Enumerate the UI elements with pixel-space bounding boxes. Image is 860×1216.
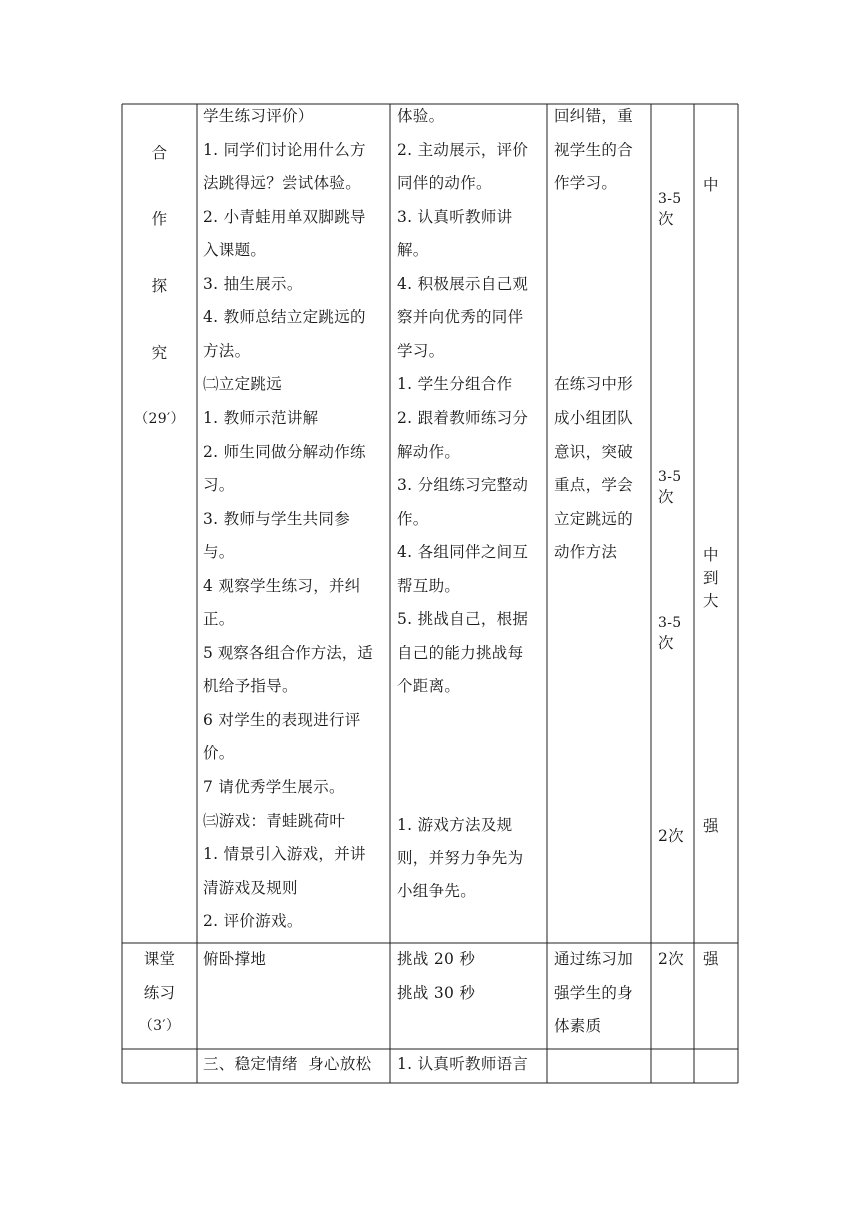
text-line: 同伴的动作。 — [397, 174, 492, 192]
text-line: 1. 教师示范讲解 — [203, 409, 319, 427]
practice-student: 挑战 20 秒 — [397, 950, 476, 968]
text-line: 方法。 — [203, 342, 251, 360]
text-line: 6 对学生的表现进行评 — [203, 711, 361, 729]
section-duration: （29′） — [134, 411, 185, 427]
text-line: 机给予指导。 — [203, 677, 298, 695]
text-line: 意识，突破 — [554, 443, 634, 461]
section-title-char: 合 — [151, 144, 168, 162]
text-line: 4. 各组同伴之间互 — [397, 543, 529, 561]
intensity-value: 强 — [703, 817, 719, 835]
relax-content: 三、稳定情绪 身心放松 — [203, 1055, 372, 1073]
text-line: 在练习中形 — [554, 375, 634, 393]
count-unit: 次 — [658, 634, 674, 652]
practice-duration: （3′） — [138, 1018, 181, 1034]
text-line: 2. 评价游戏。 — [203, 912, 303, 930]
section-title-char: 作 — [151, 210, 168, 228]
text-line: 与。 — [203, 543, 235, 561]
text-line: 5 观察各组合作方法，适 — [203, 644, 373, 662]
text-line: 2. 小青蛙用单双脚跳导 — [203, 208, 366, 226]
text-line: 自己的能力挑战每 — [397, 644, 524, 662]
count-value: 3-5 — [658, 191, 682, 207]
intensity-value: 中 — [703, 546, 719, 564]
count-value: 2次 — [658, 827, 684, 845]
text-line: 价。 — [203, 744, 235, 762]
text-line: 成小组团队 — [554, 409, 634, 427]
count-unit: 次 — [658, 210, 674, 228]
text-line: 5. 挑战自己，根据 — [397, 610, 529, 628]
text-line: 2. 主动展示，评价 — [397, 141, 529, 159]
text-line: 小组争先。 — [397, 882, 477, 900]
text-line: 则，并努力争先为 — [397, 849, 524, 867]
intensity-value: 中 — [703, 176, 719, 194]
text-line: 3. 教师与学生共同参 — [203, 510, 351, 528]
text-line: 重点，学会 — [554, 476, 634, 494]
text-line: 正。 — [203, 610, 235, 628]
text-line: 动作方法 — [554, 543, 618, 561]
practice-title: 课堂 — [143, 950, 176, 968]
text-line: ㈢游戏：青蛙跳荷叶 — [203, 812, 346, 830]
intensity-value: 大 — [703, 592, 719, 610]
text-line: 帮互助。 — [397, 577, 461, 595]
practice-title: 练习 — [143, 984, 176, 1002]
text-line: 2. 师生同做分解动作练 — [203, 443, 366, 461]
text-line: 3. 分组练习完整动 — [397, 476, 529, 494]
text-line: 学生练习评价） — [203, 107, 314, 125]
text-line: 2. 跟着教师练习分 — [397, 409, 529, 427]
text-line: 视学生的合 — [554, 141, 634, 159]
intensity-value: 到 — [703, 569, 719, 587]
practice-count: 2次 — [658, 950, 684, 968]
text-line: 4. 教师总结立定跳远的 — [203, 308, 366, 326]
section-title-char: 探 — [151, 277, 168, 295]
text-line: 解。 — [397, 241, 429, 259]
text-line: 1. 同学们讨论用什么方 — [203, 141, 366, 159]
count-value: 3-5 — [658, 615, 682, 631]
practice-intensity: 强 — [703, 950, 719, 968]
count-value: 3-5 — [658, 469, 682, 485]
text-line: 1. 学生分组合作 — [397, 375, 513, 393]
text-line: 作。 — [397, 510, 429, 528]
text-line: ㈡立定跳远 — [203, 375, 283, 393]
practice-student: 挑战 30 秒 — [397, 984, 476, 1002]
text-line: 清游戏及规则 — [203, 879, 298, 897]
text-line: 学习。 — [397, 342, 445, 360]
text-line: 1. 游戏方法及规 — [397, 816, 513, 834]
text-line: 7 请优秀学生展示。 — [203, 778, 345, 796]
practice-purpose: 强学生的身 — [554, 984, 634, 1002]
text-line: 3. 抽生展示。 — [203, 275, 303, 293]
text-line: 个距离。 — [397, 677, 461, 695]
practice-purpose: 体素质 — [554, 1017, 602, 1035]
practice-purpose: 通过练习加 — [554, 950, 634, 968]
text-line: 4. 积极展示自己观 — [397, 275, 529, 293]
text-line: 回纠错，重 — [554, 107, 634, 125]
section-title-char: 究 — [151, 344, 168, 362]
relax-student: 1. 认真听教师语言 — [397, 1055, 529, 1073]
text-line: 法跳得远？尝试体验。 — [203, 174, 362, 192]
text-line: 3. 认真听教师讲 — [397, 208, 513, 226]
text-line: 作学习。 — [554, 174, 618, 192]
text-line: 4 观察学生练习，并纠 — [203, 577, 361, 595]
text-line: 察并向优秀的同伴 — [397, 308, 524, 326]
practice-content: 俯卧撑地 — [203, 950, 267, 968]
text-line: 1. 情景引入游戏，并讲 — [203, 845, 366, 863]
count-unit: 次 — [658, 488, 674, 506]
text-line: 习。 — [203, 476, 235, 494]
text-line: 入课题。 — [203, 241, 267, 259]
text-line: 立定跳远的 — [554, 510, 634, 528]
text-line: 解动作。 — [397, 443, 461, 461]
text-line: 体验。 — [397, 107, 445, 125]
